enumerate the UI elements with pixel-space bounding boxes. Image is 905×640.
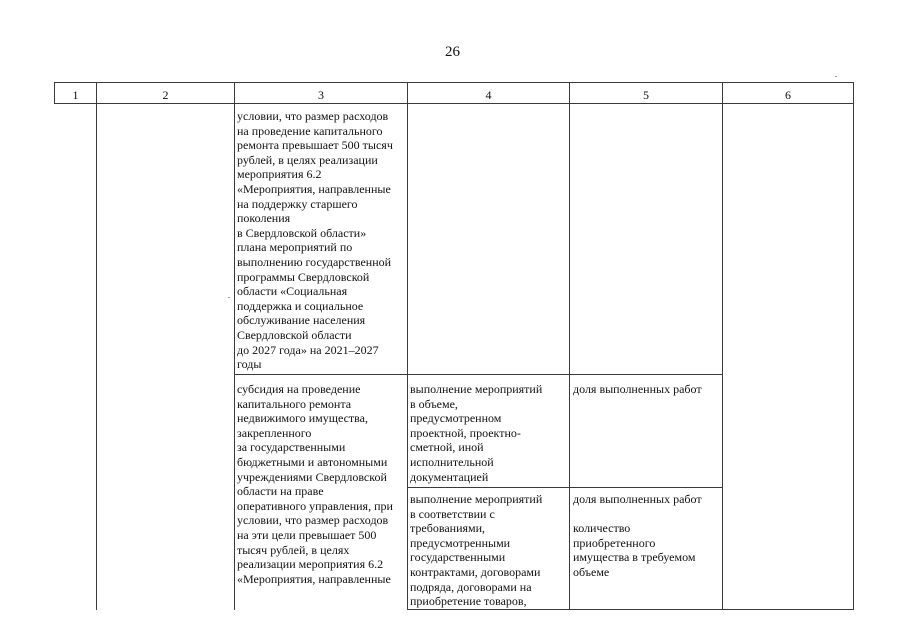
col4-right-border — [569, 82, 570, 610]
col6-right-border — [853, 82, 854, 610]
col2-right-border — [234, 82, 235, 610]
column-number-1: 1 — [72, 88, 79, 102]
header-bottom-border — [54, 103, 854, 104]
row2-col4-text-a: выполнение мероприятий в объеме, предусмотренном проектной, проектно- сметной, иной исполнительной документацией — [410, 382, 543, 484]
scan-speck — [835, 76, 837, 77]
column-number-6: 6 — [785, 88, 791, 102]
row1-col3-text: условии, что размер расходов на проведение капитального ремонта превышает 500 тысяч рублей, в целях реализации мероприятия 6.2 «Мероприятия, направленные на поддержку старшего поколения в Свердловской области» плана мероприятий по выполнению государственной программы Свердловской области «Социальная поддержка и социальное обслуживание населения Свердловской области до 2027 года» на 2021–2027 годы — [237, 109, 393, 372]
table-bottom-edge — [407, 609, 854, 610]
column-number-5: 5 — [643, 88, 649, 102]
row-divider-col5 — [569, 374, 723, 375]
row2-col4-text-b: выполнение мероприятий в соответствии с требованиями, предусмотренными государственными контрактами, договорами подряда, договорами на приобретение товаров, — [410, 492, 543, 609]
row2-col3-text: субсидия на проведение капитального ремонта недвижимого имущества, закрепленного за государственными бюджетными и автономными учреждениями Свердловской области на праве оперативного управления, при условии, что размер расходов на эти цели превышает 500 тысяч рублей, в целях реализации мероприятия 6.2 «Мероприятия, направленные — [237, 382, 393, 586]
col5-right-border — [722, 82, 723, 610]
column-number-2: 2 — [162, 88, 169, 102]
row-divider-col3-4 — [234, 374, 570, 375]
table-top-border — [54, 82, 854, 83]
page-number: 26 — [445, 44, 460, 60]
col1-right-border — [96, 82, 97, 610]
row2-col5-text-a: доля выполненных работ — [573, 382, 702, 396]
column-number-3: 3 — [318, 88, 324, 102]
scan-speck — [228, 297, 230, 298]
row2-col5-text-b: доля выполненных работ количество приобретенного имущества в требуемом объеме — [573, 492, 702, 579]
column-number-4: 4 — [485, 88, 492, 102]
col3-right-border — [407, 82, 408, 610]
subrow-divider-col4-5 — [407, 487, 723, 488]
